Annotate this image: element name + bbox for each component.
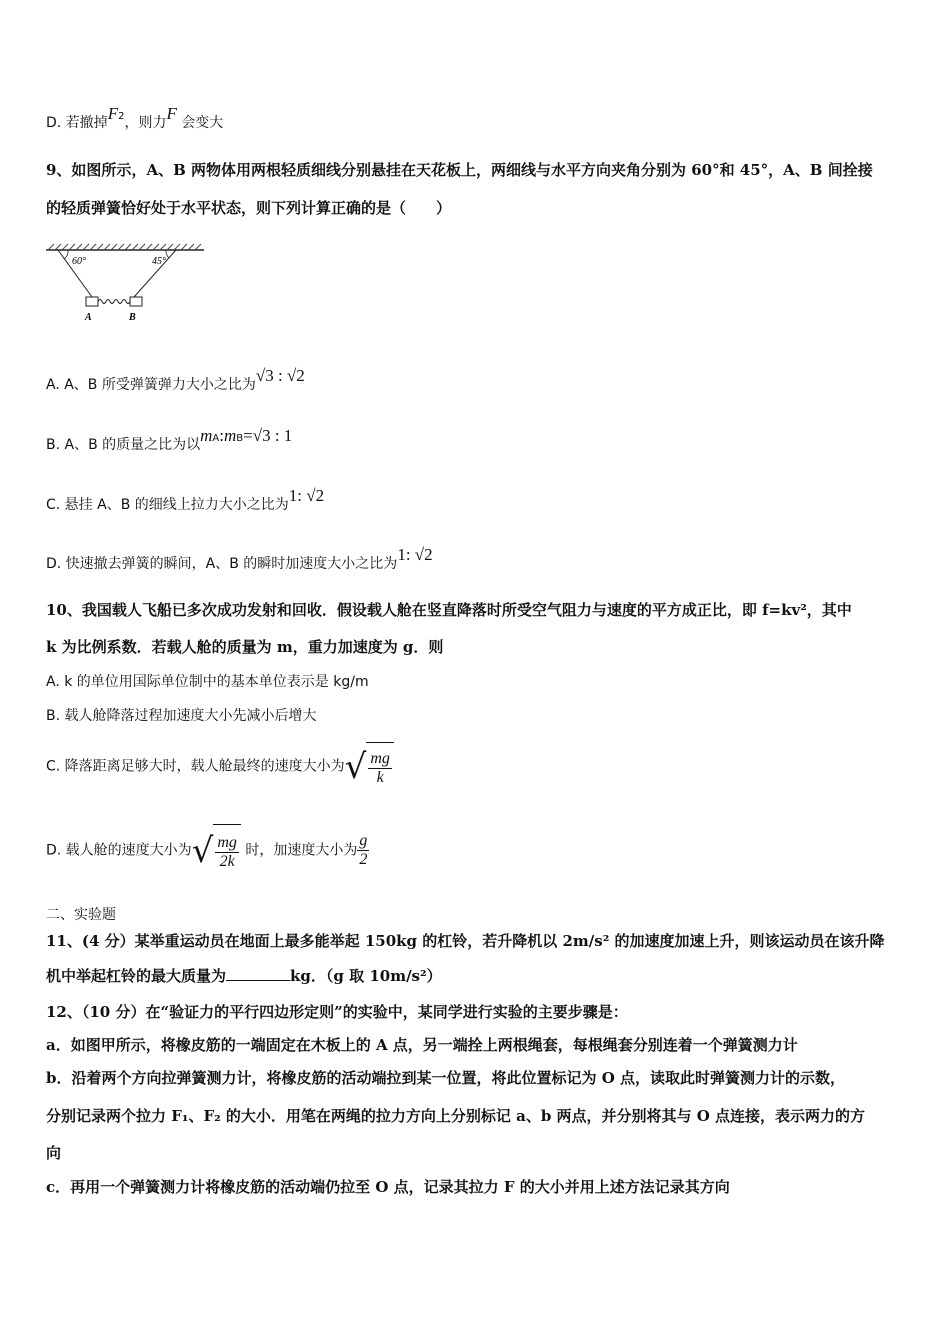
q10-option-d: D. 载人舱的速度大小为 √ $\frac{mg}{2k}$ 时，加速度大小为 $\frac{g}{2}$ — [46, 824, 369, 877]
force-symbol: F — [107, 104, 119, 123]
sqrt-expression: √ $\frac{mg}{2k}$ — [192, 824, 241, 877]
spring — [98, 300, 130, 304]
q9-stem-line1: 9、如图所示，A、B 两物体用两根轻质细线分别悬挂在天花板上，两细线与水平方向夹角分别为 60°和 45°，A、B 间拴接 — [46, 161, 873, 179]
q12-step-a: a．如图甲所示，将橡皮筋的一端固定在木板上的 A 点，另一端拴上两根绳套，每根绳套分别连着一个弹簧测力计 — [46, 1036, 798, 1054]
q12-step-b-line3: 向 — [46, 1144, 62, 1162]
force-symbol: F — [166, 104, 177, 123]
q10-stem-line2: k 为比例系数．若载人舱的质量为 m，重力加速度为 g．则 — [46, 638, 444, 656]
q10-option-a: A. k 的单位用国际单位制中的基本单位表示是 kg/m — [46, 674, 369, 690]
angle-right-label: 45° — [152, 256, 166, 267]
q9-option-b: B. A、B 的质量之比为以$m^A:m^B=√3$ : 1 — [46, 426, 293, 453]
label-b: B — [129, 312, 136, 323]
block-a — [86, 297, 98, 306]
angle-left-label: 60° — [72, 256, 86, 267]
answer-blank — [226, 966, 290, 981]
q9-option-d: D. 快速撤去弹簧的瞬间，A、B 的瞬时加速度大小之比为1: √2 — [46, 545, 433, 572]
q12-step-b-line1: b．沿着两个方向拉弹簧测力计，将橡皮筋的活动端拉到某一位置，将此位置标记为 O 点，读取此时弹簧测力计的示数， — [46, 1069, 846, 1087]
q12-step-b-line2: 分别记录两个拉力 F₁、F₂ 的大小．用笔在两绳的拉力方向上分别标记 a、b 两点，并分别将其与 O 点连接，表示两力的方 — [46, 1107, 866, 1125]
q11-line1: 11、(4 分）某举重运动员在地面上最多能举起 150kg 的杠铃，若升降机以 2m/s² 的加速度加速上升，则该运动员在该升降 — [46, 932, 885, 950]
q12-step-c: c．再用一个弹簧测力计将橡皮筋的活动端仍拉至 O 点，记录其拉力 F 的大小并用上述方法记录其方向 — [46, 1178, 730, 1196]
q9-option-a: A. A、B 所受弹簧弹力大小之比为√3 : √2 — [46, 366, 305, 393]
q8-option-d: D. 若撤掉$F^2$，则力F 会变大 — [46, 104, 224, 131]
ratio-math: √3 : √2 — [255, 366, 305, 385]
section-heading: 二、实验题 — [46, 907, 116, 923]
q10-stem-line1: 10、我国载人飞船已多次成功发射和回收．假设载人舱在竖直降落时所受空气阻力与速度的平方成正比，即 f=kv²，其中 — [46, 601, 852, 619]
q10-option-b: B. 载人舱降落过程加速度大小先减小后增大 — [46, 708, 317, 724]
q9-figure — [44, 242, 206, 324]
q11-line2: 机中举起杠铃的最大质量为 kg．（g 取 10m/s²） — [46, 967, 442, 985]
q9-stem-line2: 的轻质弹簧恰好处于水平状态，则下列计算正确的是（ ） — [46, 199, 452, 217]
label-a: A — [85, 312, 92, 323]
block-b — [130, 297, 142, 306]
sqrt-expression: √ $\frac{mg}{k}$ — [345, 742, 394, 791]
q12-title: 12、（10 分）在“验证力的平行四边形定则”的实验中，某同学进行实验的主要步骤是： — [46, 1003, 628, 1021]
q9-option-c: C. 悬挂 A、B 的细线上拉力大小之比为1: √2 — [46, 486, 325, 513]
q10-option-c: C. 降落距离足够大时，载人舱最终的速度大小为 √ $\frac{mg}{k}$ — [46, 742, 394, 791]
